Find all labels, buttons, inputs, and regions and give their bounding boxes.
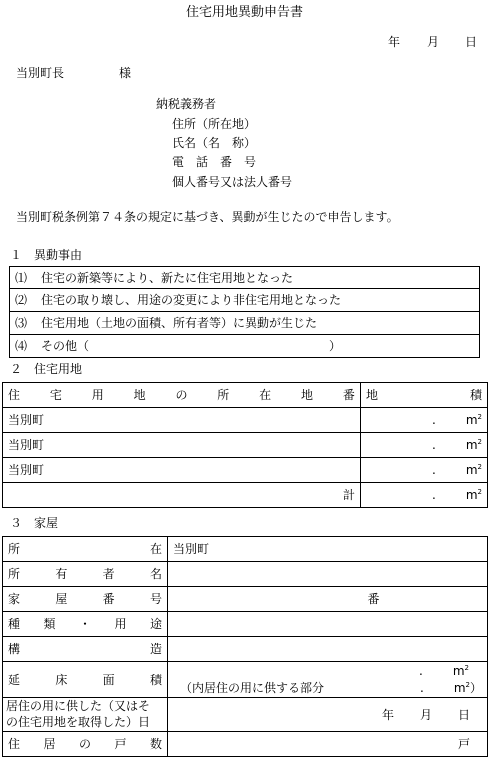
total-label: 計 <box>342 488 355 502</box>
house-location-row <box>3 537 488 562</box>
house-number-value-cell[interactable] <box>168 587 488 612</box>
date-year: 年 <box>388 35 401 49</box>
taxpayer-heading: 納税義務者 <box>156 97 217 111</box>
section1-heading: １ 異動事由 <box>10 248 83 262</box>
section2-heading: ２ 住宅用地 <box>10 362 83 376</box>
land-header-row <box>3 383 488 408</box>
addressee-honorific: 様 <box>119 66 132 80</box>
reason-table <box>9 266 480 358</box>
units-label-cell <box>3 732 168 757</box>
use-date-label-line2: の住宅用地を取得した）日 <box>6 714 151 729</box>
location-header-label: 住 宅 用 地 の 所 在 地 番 <box>8 388 355 402</box>
owner-label-cell <box>3 562 168 587</box>
reason-row[interactable] <box>10 335 480 358</box>
use-date-day: 日 <box>457 707 470 722</box>
house-owner-row <box>3 562 488 587</box>
house-number-label: 家 屋 番 号 <box>8 592 162 606</box>
statement-text: 当別町税条例第７４条の規定に基づき、異動が生じたので申告します。 <box>16 210 399 224</box>
house-table <box>2 536 488 757</box>
reason-text: 住宅用地（土地の面積、所有者等）に異動が生じた <box>41 316 318 330</box>
section3-heading: ３ 家屋 <box>10 516 59 530</box>
use-date-label-cell <box>3 698 168 732</box>
house-number-suffix: 番 <box>367 592 380 606</box>
kind-label: 種 類 ・ 用 途 <box>8 617 162 631</box>
floor-area-row <box>3 662 488 698</box>
total-label-cell <box>3 483 361 508</box>
land-area-cell[interactable] <box>361 458 488 483</box>
table-row <box>3 458 488 483</box>
total-row <box>3 483 488 508</box>
table-row <box>3 408 488 433</box>
taxpayer-address-label: 住所（所在地） <box>172 117 257 131</box>
decimal-point: . <box>432 463 436 477</box>
reason-text: その他（ <box>41 339 90 353</box>
floor-area-label: 延 床 面 積 <box>8 672 162 687</box>
area-column-header <box>361 383 488 408</box>
use-date-year: 年 <box>381 707 394 722</box>
date-day: 日 <box>465 35 478 49</box>
area-unit: m <box>453 681 466 695</box>
owner-value-cell[interactable] <box>168 562 488 587</box>
area-header-label: 地 積 <box>366 388 482 402</box>
kind-value-cell[interactable] <box>168 612 488 637</box>
units-label: 住 居 の 戸 数 <box>8 737 162 751</box>
house-location-value-cell[interactable] <box>168 537 488 562</box>
table-row <box>3 433 488 458</box>
use-date-label-line1: 居住の用に供した（又はそ <box>6 698 151 713</box>
town-name: 当別町 <box>8 463 45 477</box>
reason-number: ⑷ <box>15 339 28 353</box>
unit-superscript: 2 <box>477 488 482 496</box>
structure-label: 構 造 <box>8 642 162 656</box>
house-structure-row <box>3 637 488 662</box>
structure-label-cell <box>3 637 168 662</box>
reason-number: ⑵ <box>15 293 28 307</box>
residential-part-label: （内居住の用に供する部分 <box>180 681 325 695</box>
document-title: 住宅用地異動申告書 <box>185 5 303 20</box>
taxpayer-phone-label: 電 話 番 号 <box>172 155 257 169</box>
floor-area-value-cell[interactable] <box>168 662 488 698</box>
decimal-point: . <box>432 438 436 452</box>
unit-superscript: 2 <box>477 413 482 421</box>
decimal-point: . <box>419 664 423 678</box>
use-date-value-cell[interactable] <box>168 698 488 732</box>
house-location-value: 当別町 <box>173 542 210 556</box>
area-unit: m <box>465 488 478 502</box>
town-name: 当別町 <box>8 413 45 427</box>
house-number-row <box>3 587 488 612</box>
total-floor-area <box>419 665 469 677</box>
house-number-label-cell <box>3 587 168 612</box>
unit-superscript: 2 <box>477 463 482 471</box>
floor-area-label-cell <box>3 662 168 698</box>
reason-row[interactable] <box>10 267 480 289</box>
area-unit: m <box>452 664 465 678</box>
units-value-cell[interactable] <box>168 732 488 757</box>
decimal-point: . <box>432 413 436 427</box>
date-month: 月 <box>427 35 440 49</box>
house-location-label-cell <box>3 537 168 562</box>
land-area-cell[interactable] <box>361 433 488 458</box>
reason-close-paren: ） <box>329 339 342 353</box>
use-date-month: 月 <box>419 707 432 722</box>
location-column-header <box>3 383 361 408</box>
unit-superscript: 2 <box>464 664 469 672</box>
owner-label: 所 有 者 名 <box>8 567 162 581</box>
unit-superscript: 2 <box>465 681 470 689</box>
addressee-name: 当別町長 <box>16 66 65 80</box>
units-suffix: 戸 <box>457 737 470 751</box>
residential-floor-area <box>420 682 482 694</box>
total-area-cell[interactable] <box>361 483 488 508</box>
reason-number: ⑶ <box>15 316 28 330</box>
residential-close-paren: ） <box>469 681 482 695</box>
dwelling-units-row <box>3 732 488 757</box>
house-location-label: 所 在 <box>8 542 162 556</box>
reason-text: 住宅の取り壊し、用途の変更により非住宅用地となった <box>41 293 342 307</box>
reason-row[interactable] <box>10 289 480 312</box>
reason-number: ⑴ <box>15 270 28 285</box>
unit-superscript: 2 <box>477 438 482 446</box>
decimal-point: . <box>432 488 436 502</box>
area-unit: m <box>465 463 478 477</box>
house-kind-row <box>3 612 488 637</box>
land-location-cell[interactable] <box>3 408 361 433</box>
use-date-row <box>3 698 488 732</box>
decimal-point: . <box>419 681 424 695</box>
taxpayer-id-label: 個人番号又は法人番号 <box>172 175 293 189</box>
land-area-cell[interactable] <box>361 408 488 433</box>
reason-text: 住宅の新築等により、新たに住宅用地となった <box>41 270 294 285</box>
kind-label-cell <box>3 612 168 637</box>
land-location-cell[interactable] <box>3 458 361 483</box>
land-location-cell[interactable] <box>3 433 361 458</box>
taxpayer-name-label: 氏名（名 称） <box>172 136 257 150</box>
structure-value-cell[interactable] <box>168 637 488 662</box>
area-unit: m <box>465 413 478 427</box>
area-unit: m <box>465 438 478 452</box>
reason-row[interactable] <box>10 312 480 335</box>
town-name: 当別町 <box>8 438 45 452</box>
land-table <box>2 382 488 508</box>
